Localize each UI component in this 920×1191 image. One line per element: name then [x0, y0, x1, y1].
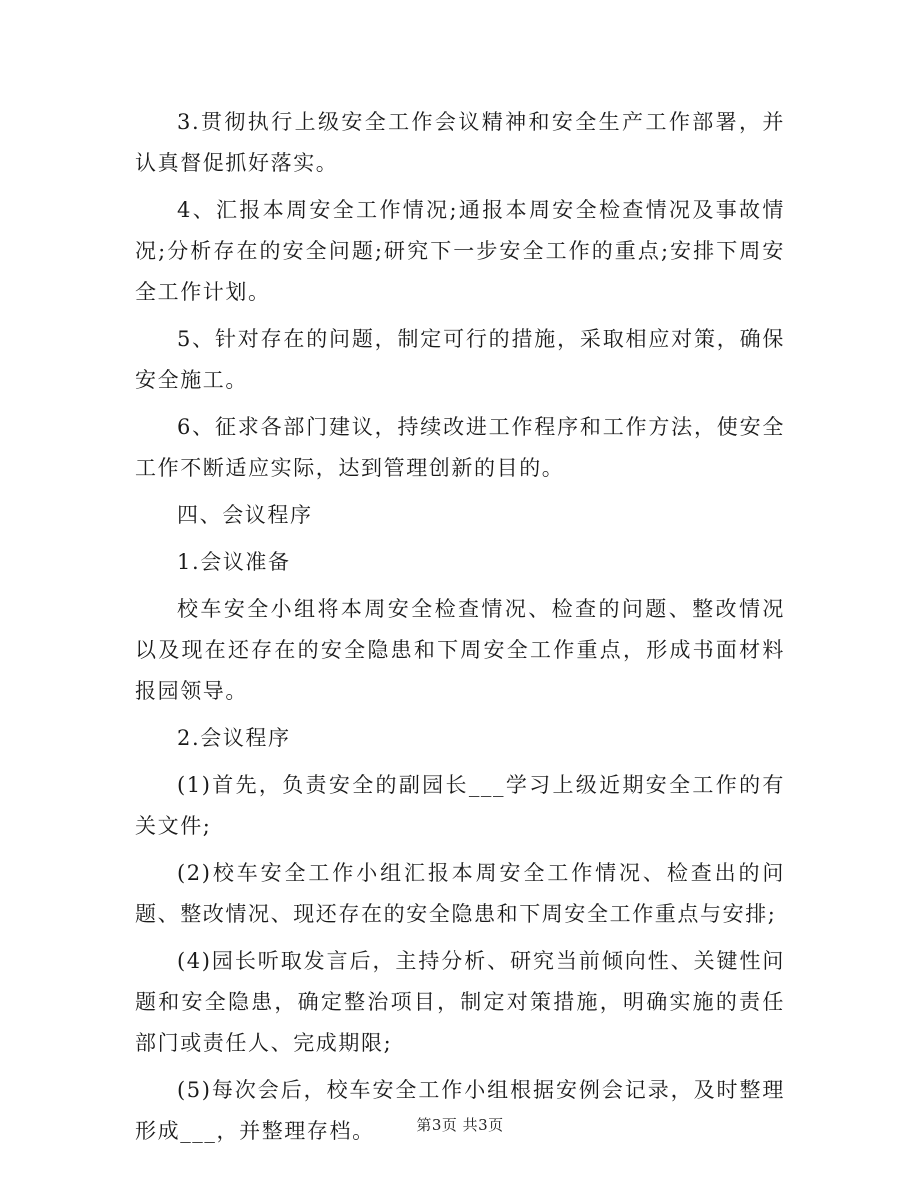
procedure-step-1: (1)首先，负责安全的副园长___学习上级近期安全工作的有关文件; — [135, 773, 785, 838]
procedure-step-4: (4)园长听取发言后，主持分析、研究当前倾向性、关键性问题和安全隐患，确定整治项目，制定对策措施，明确实施的责任部门或责任人、完成期限; — [135, 949, 785, 1055]
paragraph-item-6: 6、征求各部门建议，持续改进工作程序和工作方法，使安全工作不断适应实际，达到管理创新的目的。 — [135, 415, 785, 480]
paragraph-item-4: 4、汇报本周安全工作情况;通报本周安全检查情况及事故情况;分析存在的安全问题;研究下一步安全工作的重点;安排下周安全工作计划。 — [135, 198, 785, 304]
procedure-step-5: (5)每次会后，校车安全工作小组根据安例会记录，及时整理形成___，并整理存档。 — [135, 1078, 785, 1143]
subheading-meeting-procedure: 2.会议程序 — [177, 726, 291, 750]
subheading-meeting-prep: 1.会议准备 — [177, 550, 291, 574]
paragraph-item-3: 3.贯彻执行上级安全工作会议精神和安全生产工作部署，并认真督促抓好落实。 — [135, 110, 785, 175]
document-body — [135, 102, 785, 1158]
procedure-step-2: (2)校车安全工作小组汇报本周安全工作情况、检查出的问题、整改情况、现还存在的安全隐患和下周安全工作重点与安排; — [135, 861, 785, 926]
page-number-footer: 第3页 共3页 — [416, 1116, 504, 1134]
section-heading-procedure: 四、会议程序 — [177, 503, 313, 527]
paragraph-meeting-prep: 校车安全小组将本周安全检查情况、检查的问题、整改情况以及现在还存在的安全隐患和下周安全工作重点，形成书面材料报园领导。 — [135, 597, 785, 703]
paragraph-item-5: 5、针对存在的问题，制定可行的措施，采取相应对策，确保安全施工。 — [135, 327, 785, 392]
